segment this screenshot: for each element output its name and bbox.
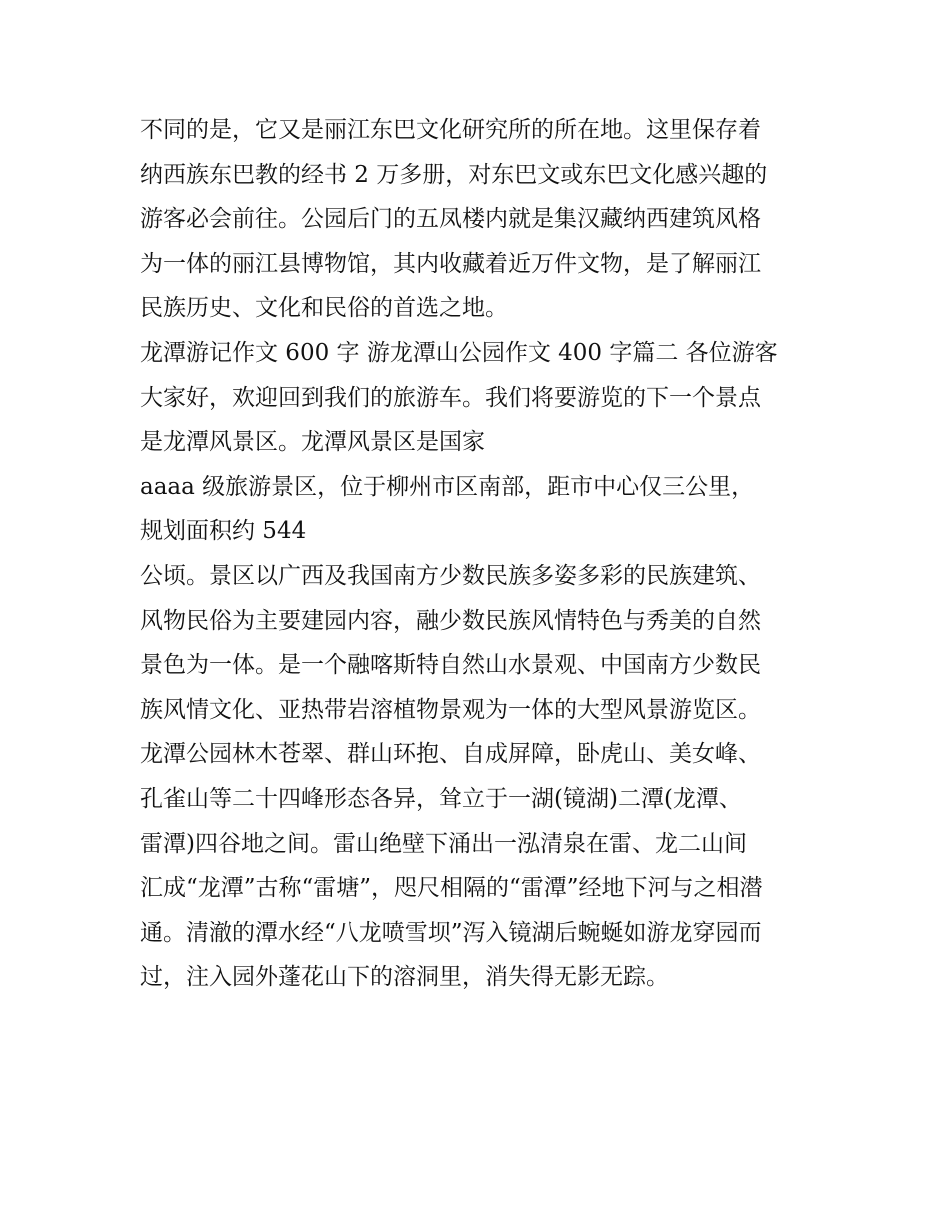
text-line: 族风情文化、亚热带岩溶植物景观为一体的大型风景游览区。 <box>140 696 761 723</box>
text-line: 景色为一体。是一个融喀斯特自然山水景观、中国南方少数民 <box>140 652 761 679</box>
text-line: 不同的是，它又是丽江东巴文化研究所的所在地。这里保存着 <box>140 117 761 143</box>
text-line: 孔雀山等二十四峰形态各异，耸立于一湖(镜湖)二潭(龙潭、 <box>140 785 742 812</box>
text-line: 纳西族东巴教的经书 2 万多册，对东巴文或东巴文化感兴趣的 <box>140 161 768 188</box>
text-line: 大家好，欢迎回到我们的旅游车。我们将要游览的下一个景点 <box>140 384 761 411</box>
text-line: 为一体的丽江县博物馆，其内收藏着近万件文物，是了解丽江 <box>140 250 761 277</box>
text-line: 风物民俗为主要建园内容，融少数民族风情特色与秀美的自然 <box>140 607 761 634</box>
text-line: 过，注入园外蓬花山下的溶洞里，消失得无影无踪。 <box>140 964 669 991</box>
text-line: 龙潭公园林木苍翠、群山环抱、自成屏障，卧虎山、美女峰、 <box>140 741 761 768</box>
text-line: aaaa 级旅游景区，位于柳州市区南部，距市中心仅三公里， <box>140 473 755 500</box>
text-line: 规划面积约 544 <box>140 518 307 545</box>
text-line: 公顷。景区以广西及我国南方少数民族多姿多彩的民族建筑、 <box>140 562 761 589</box>
text-line: 汇成“龙潭”古称“雷塘”，咫尺相隔的“雷潭”经地下河与之相潜 <box>140 875 763 902</box>
body-text <box>140 108 820 1000</box>
text-line: 民族历史、文化和民俗的首选之地。 <box>140 295 508 322</box>
text-line: 龙潭游记作文 600 字 游龙潭山公园作文 400 字篇二 各位游客 <box>140 339 778 366</box>
text-line: 通。清澈的潭水经“八龙喷雪坝”泻入镜湖后蜿蜒如游龙穿园而 <box>140 919 762 946</box>
text-line: 游客必会前往。公园后门的五凤楼内就是集汉藏纳西建筑风格 <box>140 206 761 233</box>
text-line: 是龙潭风景区。龙潭风景区是国家 <box>140 429 485 456</box>
text-line: 雷潭)四谷地之间。雷山绝壁下涌出一泓清泉在雷、龙二山间 <box>140 830 747 857</box>
